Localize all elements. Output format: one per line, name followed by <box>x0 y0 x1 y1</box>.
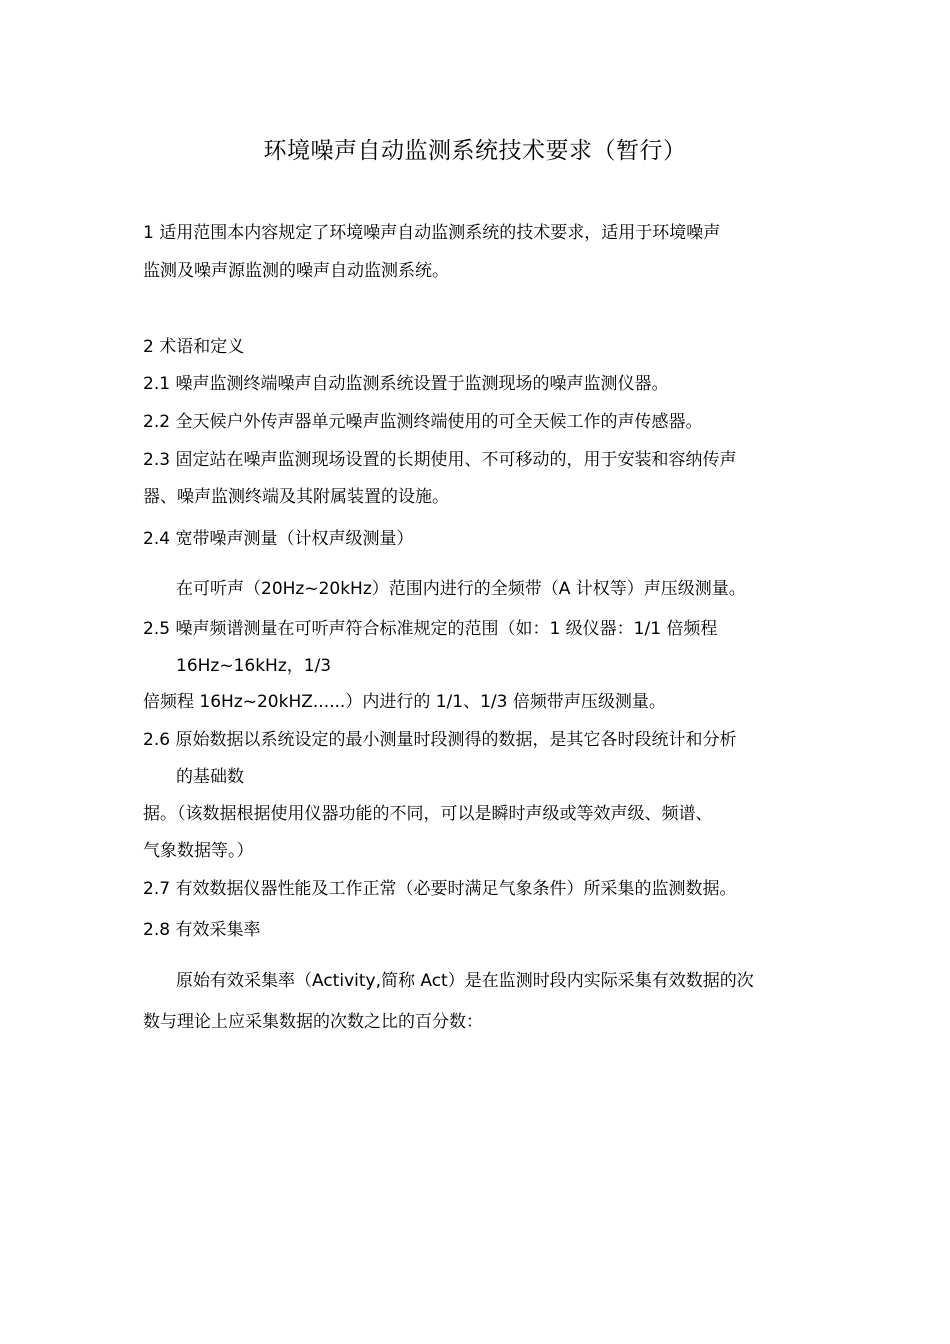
item-2-5-line-1: 2.5 噪声频谱测量在可听声符合标准规定的范围（如：1 级仪器：1/1 倍频程 <box>143 619 718 639</box>
item-2-3-line-1: 2.3 固定站在噪声监测现场设置的长期使用、不可移动的，用于安装和容纳传声 <box>143 450 737 470</box>
item-2-2: 2.2 全天候户外传声器单元噪声监测终端使用的可全天候工作的声传感器。 <box>143 412 703 432</box>
item-2-6-line-2: 的基础数 <box>176 767 244 787</box>
item-2-5-line-3: 倍频程 16Hz~20kHZ......）内进行的 1/1、1/3 倍频带声压级测量。 <box>143 692 666 712</box>
item-2-4-body: 在可听声（20Hz~20kHz）范围内进行的全频带（A 计权等）声压级测量。 <box>176 579 746 599</box>
item-2-8-body-line-1: 原始有效采集率（Activity,简称 Act）是在监测时段内实际采集有效数据的次 <box>176 971 754 991</box>
item-2-5-line-2: 16Hz~16kHz，1/3 <box>176 656 332 676</box>
section-2-heading: 2 术语和定义 <box>143 337 245 357</box>
document-title: 环境噪声自动监测系统技术要求（暂行） <box>263 138 687 164</box>
item-2-8-heading: 2.8 有效采集率 <box>143 920 261 940</box>
item-2-7: 2.7 有效数据仪器性能及工作正常（必要时满足气象条件）所采集的监测数据。 <box>143 879 737 899</box>
item-2-8-body-line-2: 数与理论上应采集数据的次数之比的百分数： <box>143 1012 483 1032</box>
section-1-line-2: 监测及噪声源监测的噪声自动监测系统。 <box>143 261 449 281</box>
item-2-6-line-4: 气象数据等。） <box>143 841 254 861</box>
section-1-line-1: 1 适用范围本内容规定了环境噪声自动监测系统的技术要求，适用于环境噪声 <box>143 223 721 243</box>
item-2-6-line-1: 2.6 原始数据以系统设定的最小测量时段测得的数据，是其它各时段统计和分析 <box>143 730 737 750</box>
item-2-3-line-2: 器、噪声监测终端及其附属装置的设施。 <box>143 487 449 507</box>
item-2-4-heading: 2.4 宽带噪声测量（计权声级测量） <box>143 529 414 549</box>
item-2-6-line-3: 据。（该数据根据使用仪器功能的不同，可以是瞬时声级或等效声级、频谱、 <box>143 804 713 824</box>
item-2-1: 2.1 噪声监测终端噪声自动监测系统设置于监测现场的噪声监测仪器。 <box>143 374 669 394</box>
